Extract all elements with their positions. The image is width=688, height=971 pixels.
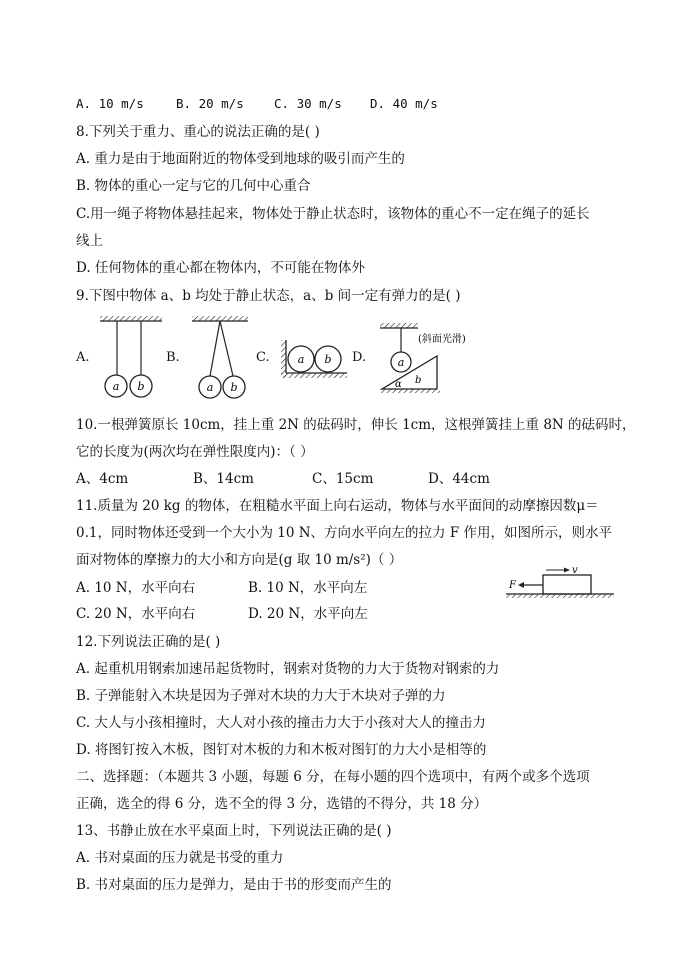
block-b-label: b <box>415 375 422 386</box>
q8-option-d: D. 任何物体的重心都在物体内，不可能在物体外 <box>76 260 365 276</box>
q10-option-b: B、14cm <box>193 471 254 487</box>
force-label: F <box>509 580 516 591</box>
ceiling-a <box>100 316 162 321</box>
q13-option-b: B. 书对桌面的压力是弹力，是由于书的形变而产生的 <box>76 877 392 893</box>
q12-stem: 12.下列说法正确的是( ) <box>76 634 221 650</box>
ground-d <box>380 389 440 393</box>
figure-a <box>100 316 162 397</box>
q13-stem: 13、书静止放在水平桌面上时，下列说法正确的是( ) <box>76 823 392 839</box>
ball-a-label: a <box>112 380 120 393</box>
q12-option-d: D. 将图钉按入木板，图钉对木板的力和木板对图钉的力大小是相等的 <box>76 742 487 758</box>
q7-option-d: D. 40 m/s <box>370 96 438 111</box>
q8-option-c-line1: C.用一绳子将物体悬挂起来，物体处于静止状态时，该物体的重心不一定在绳子的延长 <box>76 206 590 222</box>
floor-c <box>281 373 347 378</box>
ball-b-label: b <box>230 381 238 394</box>
q7-option-c: C. 30 m/s <box>274 96 342 111</box>
ball-a-label: a <box>397 356 405 369</box>
ball-a-label: a <box>206 381 214 394</box>
string-b2 <box>220 321 233 376</box>
wall-c <box>281 340 286 378</box>
q12-option-b: B. 子弹能射入木块是因为子弹对木块的力大于木块对子弹的力 <box>76 688 446 704</box>
velocity-label: v <box>572 565 578 576</box>
q10-stem-line2: 它的长度为(两次均在弹性限度内)：（ ） <box>76 444 314 460</box>
q11-options-row1 <box>76 579 367 597</box>
q11-figure <box>506 564 616 600</box>
q10-option-c: C、15cm <box>312 471 374 487</box>
q9-label-b: B. <box>166 350 180 365</box>
q9-stem: 9.下图中物体 a、b 均处于静止状态，a、b 间一定有弹力的是( ) <box>76 288 461 304</box>
ceiling-b <box>192 316 248 321</box>
q7-options <box>76 95 438 113</box>
q7-option-b: B. 20 m/s <box>176 96 244 111</box>
ceiling-d <box>380 323 418 328</box>
q10-option-d: D、44cm <box>428 471 490 487</box>
q12-option-c: C. 大人与小孩相撞时，大人对小孩的撞击力大于小孩对大人的撞击力 <box>76 715 486 731</box>
q9-label-a: A. <box>76 350 90 365</box>
string-b1 <box>210 321 220 376</box>
q8-option-c-line2: 线上 <box>76 233 103 249</box>
q12-option-a: A. 起重机用钢索加速吊起货物时，钢索对货物的力大于货物对钢索的力 <box>76 661 500 677</box>
q9-label-d: D. <box>352 350 367 365</box>
q13-option-a: A. 书对桌面的压力就是书受的重力 <box>76 850 284 866</box>
slope-note: (斜面光滑) <box>418 334 466 345</box>
ball-b-label: b <box>137 380 145 393</box>
q11-options-row2 <box>76 605 368 623</box>
q10-option-a: A、4cm <box>76 471 129 487</box>
section2-line2: 正确，选全的得 6 分，选不全的得 3 分，选错的不得分，共 18 分） <box>76 796 488 812</box>
q9-figures <box>0 310 688 420</box>
q11-stem-line3: 面对物体的摩擦力的大小和方向是(g 取 10 m/s²)（ ） <box>76 552 403 568</box>
figure-d <box>380 323 466 393</box>
ball-a-label: a <box>297 353 305 366</box>
figure-b <box>192 316 248 398</box>
q7-option-a: A. 10 m/s <box>76 96 144 111</box>
q11-option-c: C. 20 N，水平向右 <box>76 606 196 622</box>
q11-option-d: D. 20 N，水平向左 <box>248 606 368 622</box>
q8-option-b: B. 物体的重心一定与它的几何中心重合 <box>76 178 311 194</box>
q10-stem-line1: 10.一根弹簧原长 10cm，挂上重 2N 的砝码时，伸长 1cm，这根弹簧挂上重 8N 的砝码时， <box>76 417 636 433</box>
q11-option-a: A. 10 N，水平向右 <box>76 580 196 596</box>
q11-option-b: B. 10 N，水平向左 <box>248 580 368 596</box>
figure-c <box>281 340 347 378</box>
q8-stem: 8.下列关于重力、重心的说法正确的是( ) <box>76 124 320 140</box>
section2-line1: 二、选择题：（本题共 3 小题，每题 6 分，在每小题的四个选项中，有两个或多个选项 <box>76 769 590 785</box>
q11-stem-line1: 11.质量为 20 kg 的物体，在粗糙水平面上向右运动，物体与水平面间的动摩擦因数μ＝ <box>76 498 599 514</box>
ball-b-label: b <box>324 353 332 366</box>
q10-options <box>76 470 490 488</box>
q9-label-c: C. <box>256 350 270 365</box>
q8-option-a: A. 重力是由于地面附近的物体受到地球的吸引而产生的 <box>76 151 405 167</box>
block <box>543 575 591 594</box>
q11-stem-line2: 0.1，同时物体还受到一个大小为 10 N、方向水平向左的拉力 F 作用，如图所示，则水平 <box>76 525 612 541</box>
angle-label: α <box>395 379 402 390</box>
